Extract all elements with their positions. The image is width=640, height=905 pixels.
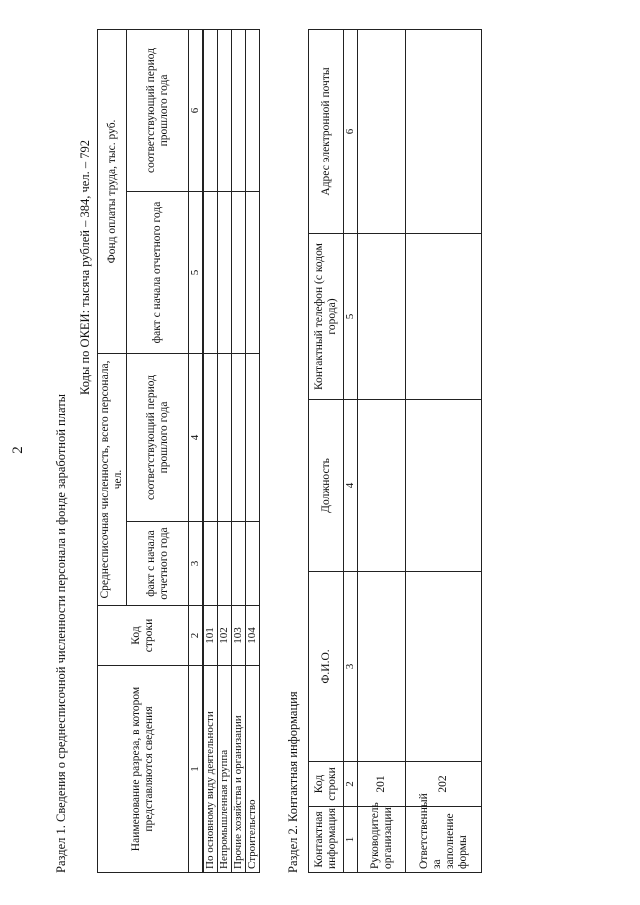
header-headcount: Среднесписочная численность, всего персонала, чел. (98, 353, 127, 605)
col-number: 1 (189, 666, 204, 873)
header-phone: Контактный телефон (с кодом города) (309, 234, 344, 400)
table-row (246, 29, 260, 872)
header-payroll-prev: соответствующий период прошлого года (127, 29, 189, 191)
table-row (203, 29, 218, 872)
header-email: Адрес электронной почты (309, 30, 344, 234)
table-row (358, 30, 406, 873)
row-name: По основному виду деятельности (203, 666, 218, 873)
header-headcount-prev: соответствующий период прошлого года (127, 353, 189, 521)
input-cell[interactable] (406, 30, 482, 234)
col-number: 3 (189, 522, 204, 606)
row-name: Руководитель организации (358, 807, 406, 873)
col-number: 5 (189, 191, 204, 353)
section1-title: Раздел 1. Сведения о среднесписочной численности персонала и фонде заработной платы (54, 393, 68, 873)
col-number: 6 (344, 30, 358, 234)
input-cell[interactable] (246, 522, 260, 606)
input-cell[interactable] (246, 29, 260, 191)
row-code: 103 (232, 606, 246, 666)
row-code: 101 (203, 606, 218, 666)
input-cell[interactable] (406, 400, 482, 572)
header-payroll: Фонд оплаты труда, тыс. руб. (98, 29, 127, 353)
header-contact: Контактная информация (309, 807, 344, 873)
col-number: 2 (189, 606, 204, 666)
row-name: Прочие хозяйства и организации (232, 666, 246, 873)
input-cell[interactable] (358, 30, 406, 234)
input-cell[interactable] (218, 29, 232, 191)
input-cell[interactable] (406, 572, 482, 762)
header-payroll-fact: факт с начала отчетного года (127, 191, 189, 353)
row-name: Ответственный за заполнение формы (406, 807, 482, 873)
table-row (232, 29, 246, 872)
input-cell[interactable] (218, 353, 232, 521)
input-cell[interactable] (246, 191, 260, 353)
input-cell[interactable] (218, 191, 232, 353)
input-cell[interactable] (232, 353, 246, 521)
table-row (406, 30, 482, 873)
header-headcount-fact: факт с начала отчетного года (127, 522, 189, 606)
header-section-name: Наименование разреза, в котором представляются сведения (98, 666, 189, 873)
row-code: 201 (358, 762, 406, 807)
header-row-code: Код строки (309, 762, 344, 807)
header-fio: Ф.И.О. (309, 572, 344, 762)
input-cell[interactable] (358, 400, 406, 572)
section2-table (308, 29, 482, 873)
section1-table (97, 29, 260, 873)
input-cell[interactable] (358, 572, 406, 762)
col-number: 6 (189, 29, 204, 191)
section2-title: Раздел 2. Контактная информация (286, 691, 300, 873)
row-name: Непромышленная группа (218, 666, 232, 873)
input-cell[interactable] (406, 234, 482, 400)
input-cell[interactable] (203, 29, 218, 191)
input-cell[interactable] (232, 191, 246, 353)
header-row-code: Код строки (98, 606, 189, 666)
col-number: 5 (344, 234, 358, 400)
col-number: 4 (344, 400, 358, 572)
row-code: 202 (406, 762, 482, 807)
col-number: 3 (344, 572, 358, 762)
input-cell[interactable] (358, 234, 406, 400)
input-cell[interactable] (232, 29, 246, 191)
row-code: 104 (246, 606, 260, 666)
okei-codes: Коды по ОКЕИ: тысяча рублей – 384, чел. – 792 (78, 140, 92, 395)
col-number: 4 (189, 353, 204, 521)
row-code: 102 (218, 606, 232, 666)
col-number: 2 (344, 762, 358, 807)
input-cell[interactable] (203, 353, 218, 521)
page-number: 2 (10, 446, 26, 454)
header-position: Должность (309, 400, 344, 572)
input-cell[interactable] (218, 522, 232, 606)
input-cell[interactable] (232, 522, 246, 606)
input-cell[interactable] (203, 522, 218, 606)
table-row (218, 29, 232, 872)
row-name: Строительство (246, 666, 260, 873)
input-cell[interactable] (246, 353, 260, 521)
col-number: 1 (344, 807, 358, 873)
input-cell[interactable] (203, 191, 218, 353)
